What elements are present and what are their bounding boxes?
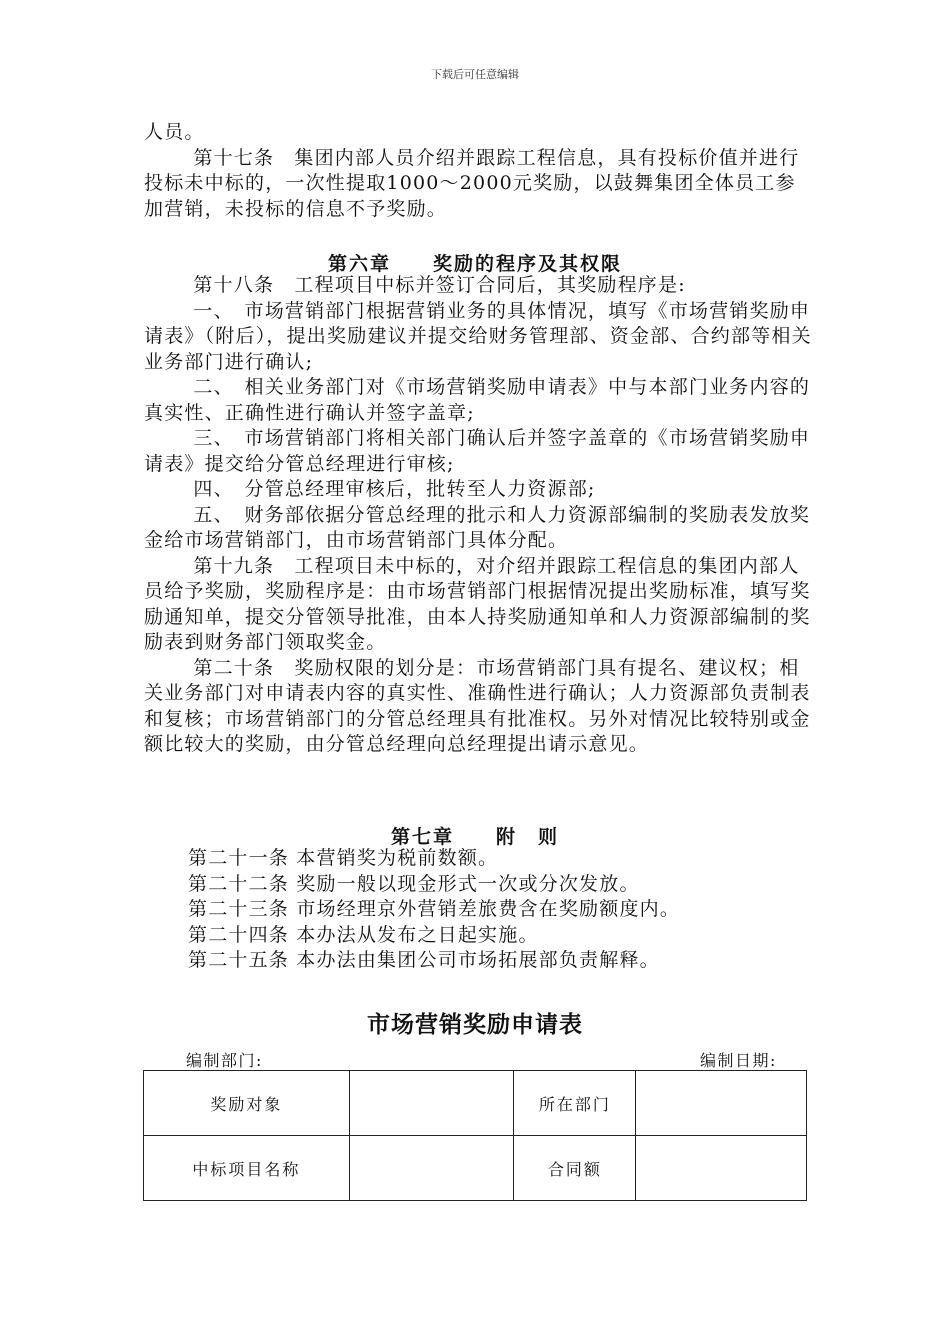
- project-name-field[interactable]: [349, 1136, 514, 1201]
- article-20: 第二十条 奖励权限的划分是：市场营销部门具有提名、建议权；相关业务部门对申请表内容的真实性、准确性进行确认；人力资源部负责制表和复核；市场营销部门的分管总经理具有批准权。另外对情况比较特别或金额比较大的奖励，由分管总经理向总经理提出请示意见。: [144, 656, 811, 755]
- department-label: 所在部门: [514, 1071, 636, 1136]
- form-dept-label: 编制部门:: [186, 1051, 263, 1070]
- procedure-step-5: 五、 财务部依据分管总经理的批示和人力资源部编制的奖励表发放奖金给市场营销部门，由市场营销部门具体分配。: [144, 503, 811, 551]
- header-note: 下载后可任意编辑: [431, 68, 519, 81]
- article-25: 第二十五条 本办法由集团公司市场拓展部负责解释。: [188, 949, 660, 971]
- contract-amount-field[interactable]: [636, 1136, 807, 1201]
- article-21: 第二十一条 本营销奖为税前数额。: [188, 847, 499, 869]
- table-row: [144, 1071, 807, 1136]
- procedure-step-2: 二、 相关业务部门对《市场营销奖励申请表》中与本部门业务内容的真实性、正确性进行确认并签字盖章;: [144, 376, 811, 424]
- procedure-step-1: 一、 市场营销部门根据营销业务的具体情况，填写《市场营销奖励申请表》（附后），提出奖励建议并提交给财务管理部、资金部、合约部等相关业务部门进行确认;: [144, 299, 812, 373]
- chapter-6-title: 第六章 奖励的程序及其权限: [327, 253, 622, 275]
- table-row: [144, 1136, 807, 1201]
- contract-amount-label: 合同额: [514, 1136, 636, 1201]
- article-18: 第十八条 工程项目中标并签订合同后，其奖励程序是:: [193, 274, 686, 296]
- article-24: 第二十四条 本办法从发布之日起实施。: [188, 923, 539, 946]
- chapter-7-body: [188, 846, 828, 974]
- award-recipient-label: 奖励对象: [144, 1071, 350, 1136]
- article-17: 第十七条 集团内部人员介绍并跟踪工程信息，具有投标价值并进行投标未中标的，一次性提取1000～2000元奖励，以鼓舞集团全体员工参加营销，未投标的信息不予奖励。: [144, 146, 800, 220]
- section-continuation: [144, 120, 812, 222]
- chapter-6-body: [144, 273, 812, 758]
- procedure-step-3: 三、 市场营销部门将相关部门确认后并签字盖章的《市场营销奖励申请表》提交给分管总经理进行审核;: [144, 427, 811, 475]
- form-date-label: 编制日期:: [700, 1051, 777, 1070]
- department-field[interactable]: [636, 1071, 807, 1136]
- article-22: 第二十二条 奖励一般以现金形式一次或分次发放。: [188, 872, 640, 895]
- chapter-7-title: 第七章 附 则: [390, 826, 559, 848]
- project-name-label: 中标项目名称: [144, 1136, 350, 1201]
- procedure-step-4: 四、 分管总经理审核后，批转至人力资源部;: [193, 478, 596, 500]
- article-23: 第二十三条 市场经理京外营销差旅费含在奖励额度内。: [188, 898, 681, 920]
- paragraph-fragment: 人员。: [144, 121, 205, 143]
- article-19: 第十九条 工程项目未中标的，对介绍并跟踪工程信息的集团内部人员给予奖励，奖励程序是：由市场营销部门根据情况提出奖励标准，填写奖励通知单，提交分管领导批准，由本人持奖励通知单和人力资源部编制的奖励表到财务部门领取奖金。: [144, 554, 811, 653]
- application-form-table: [143, 1070, 807, 1201]
- form-title: 市场营销奖励申请表: [367, 1012, 583, 1038]
- award-recipient-field[interactable]: [349, 1071, 514, 1136]
